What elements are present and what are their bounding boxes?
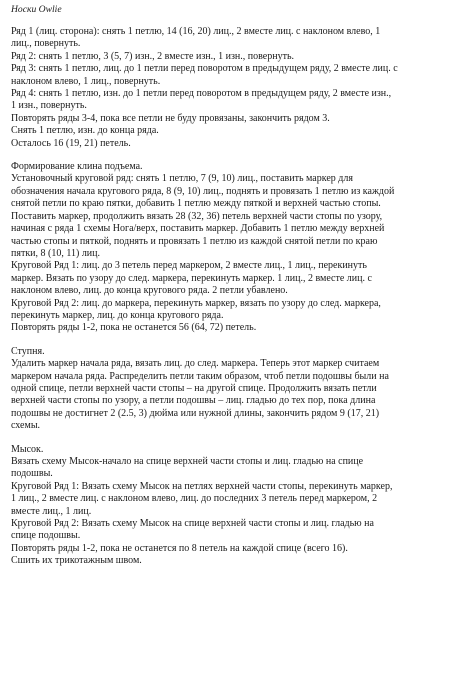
- paragraph: Повторять ряды 1-2, пока не останется 56 (64, 72) петель.: [11, 322, 257, 334]
- paragraph: Снять 1 петлю, изн. до конца ряда.: [11, 125, 159, 137]
- paragraph: Поставить маркер, продолжить вязать 28 (32, 36) петель верхней части стопы по узору, начиная с ряда 1 схемы Нога/верх, поставить маркер. Добавить 1 петлю между верхней частью стопы и пяткой, поднять и провязать 1 петлю из каждой снятой петли по краю пятки, 8 (10, 11) лиц.: [11, 210, 385, 259]
- paragraph: Сшить их трикотажным швом.: [11, 555, 142, 567]
- paragraph: Установочный круговой ряд: снять 1 петлю, 7 (9, 10) лиц., поставить маркер для обозначения начала кругового ряда, 8 (9, 10) лиц., поднять и провязать 1 петлю из каждой снятой петли по краю пятки, добавить 1 петлю между пяткой и верхней частью стопы.: [11, 173, 395, 210]
- paragraph: Осталось 16 (19, 21) петель.: [11, 137, 131, 149]
- paragraph: Ряд 3: снять 1 петлю, лиц. до 1 петли перед поворотом в предыдущем ряду, 2 вместе лиц. с наклоном влево, 1 лиц., повернуть.: [11, 63, 398, 87]
- section-foot: [11, 346, 446, 433]
- paragraph: Ряд 2: снять 1 петлю, 3 (5, 7) изн., 2 вместе изн., 1 изн., повернуть.: [11, 50, 295, 62]
- section-heel-rows: [11, 26, 446, 150]
- section-toe: [11, 444, 446, 568]
- section-heading: Формирование клина подъема.: [11, 161, 143, 173]
- section-gusset: [11, 161, 446, 335]
- paragraph: Круговой Ряд 2: лиц. до маркера, перекинуть маркер, вязать по узору до след. маркера, перекинуть маркер, лиц. до конца кругового ряда.: [11, 297, 381, 321]
- paragraph: Ряд 4: снять 1 петлю, изн. до 1 петли перед поворотом в предыдущем ряду, 2 вместе изн., 1 изн., повернуть.: [11, 88, 392, 112]
- section-heading: Мысок.: [11, 443, 44, 455]
- paragraph: Круговой Ряд 1: лиц. до 3 петель перед маркером, 2 вместе лиц., 1 лиц., перекинуть маркер. Вязать по узору до след. маркера, перекинуть маркер. 1 лиц., 2 вместе лиц. с наклоном влево, лиц. до конца кругового ряда. 2 петли убавлено.: [11, 260, 372, 297]
- paragraph: Вязать схему Мысок-начало на спице верхней части стопы и лиц. гладью на спице подошвы.: [11, 456, 364, 480]
- paragraph: Повторять ряды 1-2, пока не останется по 8 петель на каждой спице (всего 16).: [11, 542, 348, 554]
- paragraph: Круговой Ряд 1: Вязать схему Мысок на петлях верхней части стопы, перекинуть маркер, 1 лиц., 2 вместе лиц. с наклоном влево, лиц. до последних 3 петель перед маркером, 2 вместе лиц., 1 лиц.: [11, 480, 393, 517]
- paragraph: Круговой Ряд 2: Вязать схему Мысок на спице верхней части стопы и лиц. гладью на спице подошвы.: [11, 518, 374, 542]
- document-title: Носки Owlie: [11, 4, 62, 15]
- paragraph: Удалить маркер начала ряда, вязать лиц. до след. маркера. Теперь этот маркер считаем маркером начала ряда. Распределить петли таким образом, чтоб петли подошвы были на одной спице, петли верхней части стопы – на другой спице. Продолжить вязать петли верхней части стопы по узору, а петли подошвы – лиц. гладью до тех пор, пока длина подошвы не достигнет 2 (2.5, 3) дюйма или нужной длины, закончить рядом 9 (17, 21) схемы.: [11, 358, 389, 432]
- section-heading: Ступня.: [11, 345, 45, 357]
- paragraph: Ряд 1 (лиц. сторона): снять 1 петлю, 14 (16, 20) лиц., 2 вместе лиц. с наклоном влево, 1 лиц., повернуть.: [11, 26, 381, 50]
- paragraph: Повторять ряды 3-4, пока все петли не буду провязаны, закончить рядом 3.: [11, 112, 330, 124]
